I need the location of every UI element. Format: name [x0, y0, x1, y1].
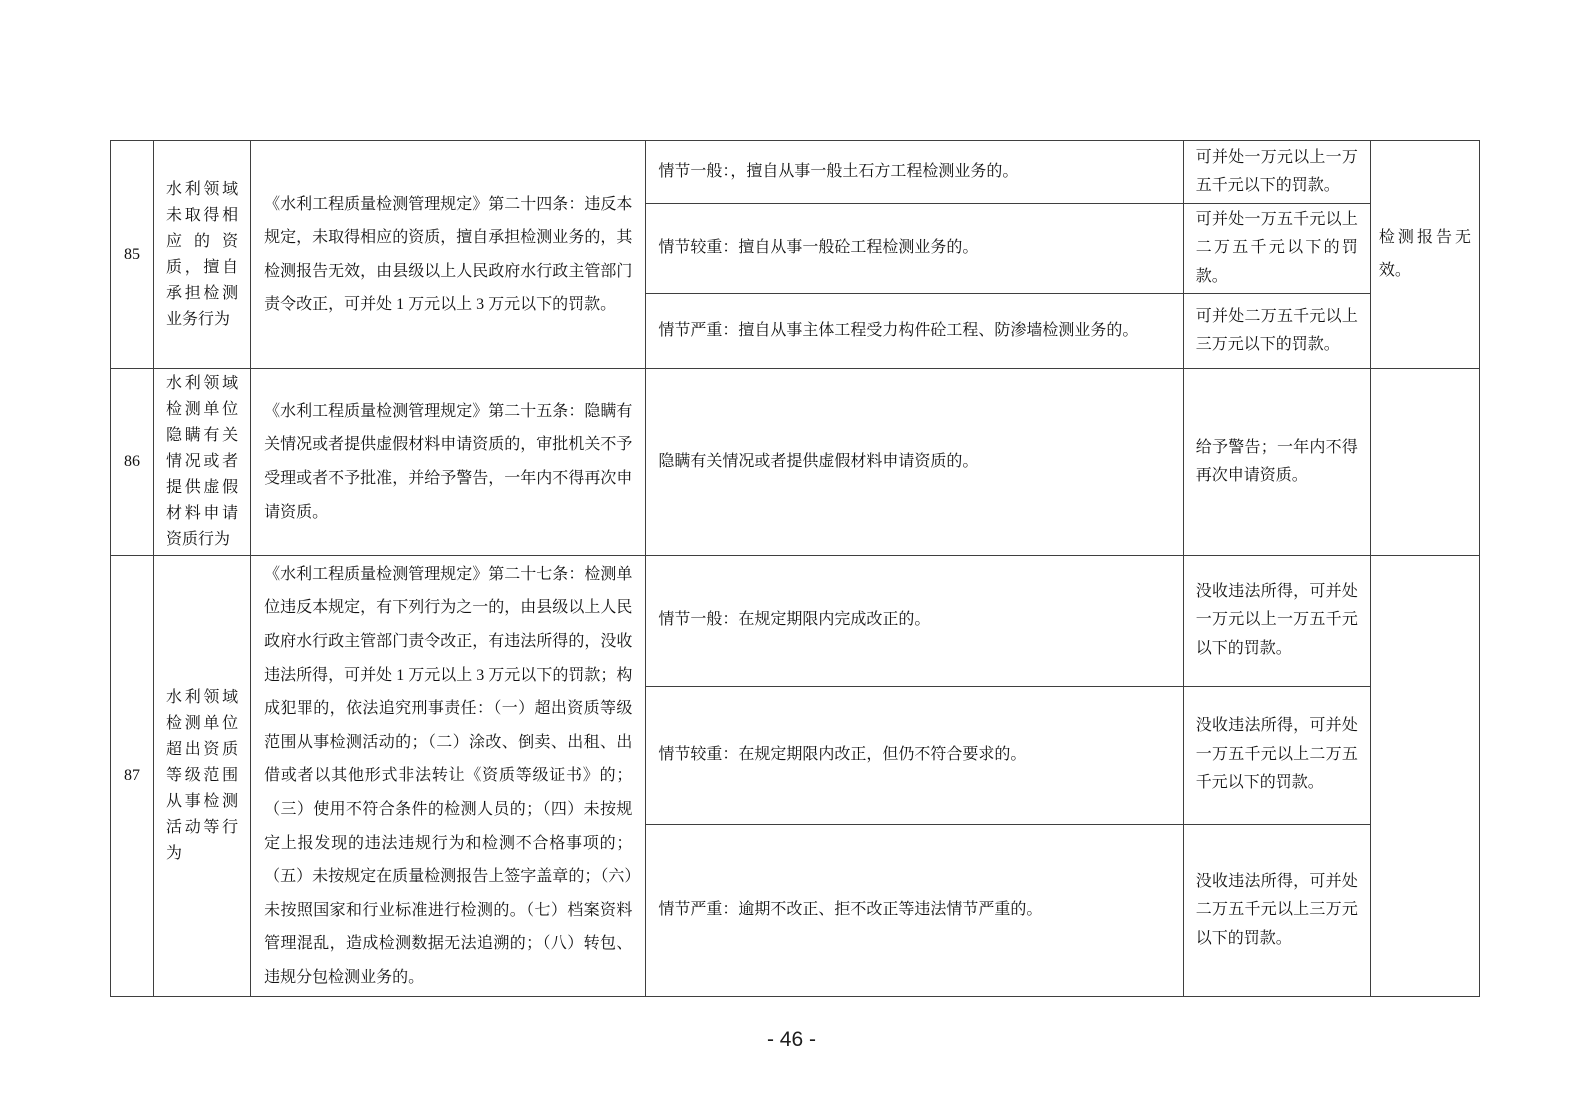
row-86-violation-behavior: 水利领域检测单位隐瞒有关情况或者提供虚假材料申请资质行为: [154, 369, 251, 555]
penalty-table: [110, 140, 1480, 997]
page-number: - 46 -: [766, 1028, 816, 1051]
row-85-legal-basis: 《水利工程质量检测管理规定》第二十四条：违反本规定，未取得相应的资质，擅自承担检测业务的，其检测报告无效，由县级以上人民政府水行政主管部门责令改正，可并处 1 万元以上 3 万元以下的罚款。: [251, 141, 646, 369]
row-87-violation-behavior: 水利领域检测单位超出资质等级范围从事检测活动等行为: [154, 555, 251, 997]
row-85-circumstance-general: 情节一般：，擅自从事一般土石方工程检测业务的。: [646, 141, 1183, 204]
penalty-table-wrap: [110, 140, 1480, 997]
table-row: [111, 369, 1480, 555]
row-85-circumstance-severe: 情节严重：擅自从事主体工程受力构件砼工程、防渗墙检测业务的。: [646, 294, 1183, 369]
row-86-circumstance: 隐瞒有关情况或者提供虚假材料申请资质的。: [646, 369, 1183, 555]
row-87-penalty-serious: 没收违法所得，可并处一万五千元以上二万五千元以下的罚款。: [1183, 686, 1370, 824]
row-87-penalty-general: 没收违法所得，可并处一万元以上一万五千元以下的罚款。: [1183, 555, 1370, 686]
row-86-penalty: 给予警告；一年内不得再次申请资质。: [1183, 369, 1370, 555]
row-87-legal-basis: 《水利工程质量检测管理规定》第二十七条：检测单位违反本规定，有下列行为之一的，由县级以上人民政府水行政主管部门责令改正，有违法所得的，没收违法所得，可并处 1 万元以上 3 万元以下的罚款；构成犯罪的，依法追究刑事责任：（一）超出资质等级范围从事检测活动的；（二）涂改、倒卖、出租、出借或者以其他形式非法转让《资质等级证书》的；（三）使用不符合条件的检测人员的；（四）未按规定上报发现的违法违规行为和检测不合格事项的；（五）未按规定在质量检测报告上签字盖章的；（六）未按照国家和行业标准进行检测的。（七）档案资料管理混乱，造成检测数据无法追溯的；（八）转包、违规分包检测业务的。: [251, 555, 646, 997]
row-85-number: 85: [111, 141, 154, 369]
row-87-number: 87: [111, 555, 154, 997]
row-86-legal-basis: 《水利工程质量检测管理规定》第二十五条：隐瞒有关情况或者提供虚假材料申请资质的，审批机关不予受理或者不予批准，并给予警告，一年内不得再次申请资质。: [251, 369, 646, 555]
table-row: [111, 555, 1480, 686]
row-85-circumstance-serious: 情节较重：擅自从事一般砼工程检测业务的。: [646, 204, 1183, 294]
row-85-violation-behavior: 水利领域未取得相应的资质，擅自承担检测业务行为: [154, 141, 251, 369]
table-row: [111, 141, 1480, 204]
row-87-circumstance-severe: 情节严重：逾期不改正、拒不改正等违法情节严重的。: [646, 824, 1183, 997]
row-87-circumstance-general: 情节一般：在规定期限内完成改正的。: [646, 555, 1183, 686]
row-87-circumstance-serious: 情节较重：在规定期限内改正，但仍不符合要求的。: [646, 686, 1183, 824]
row-86-number: 86: [111, 369, 154, 555]
row-86-note: [1370, 369, 1479, 555]
row-85-penalty-general: 可并处一万元以上一万五千元以下的罚款。: [1183, 141, 1370, 204]
row-87-note: [1370, 555, 1479, 997]
row-87-penalty-severe: 没收违法所得，可并处二万五千元以上三万元以下的罚款。: [1183, 824, 1370, 997]
row-85-note: 检测报告无效。: [1370, 141, 1479, 369]
row-85-penalty-severe: 可并处二万五千元以上三万元以下的罚款。: [1183, 294, 1370, 369]
row-85-penalty-serious: 可并处一万五千元以上二万五千元以下的罚款。: [1183, 204, 1370, 294]
